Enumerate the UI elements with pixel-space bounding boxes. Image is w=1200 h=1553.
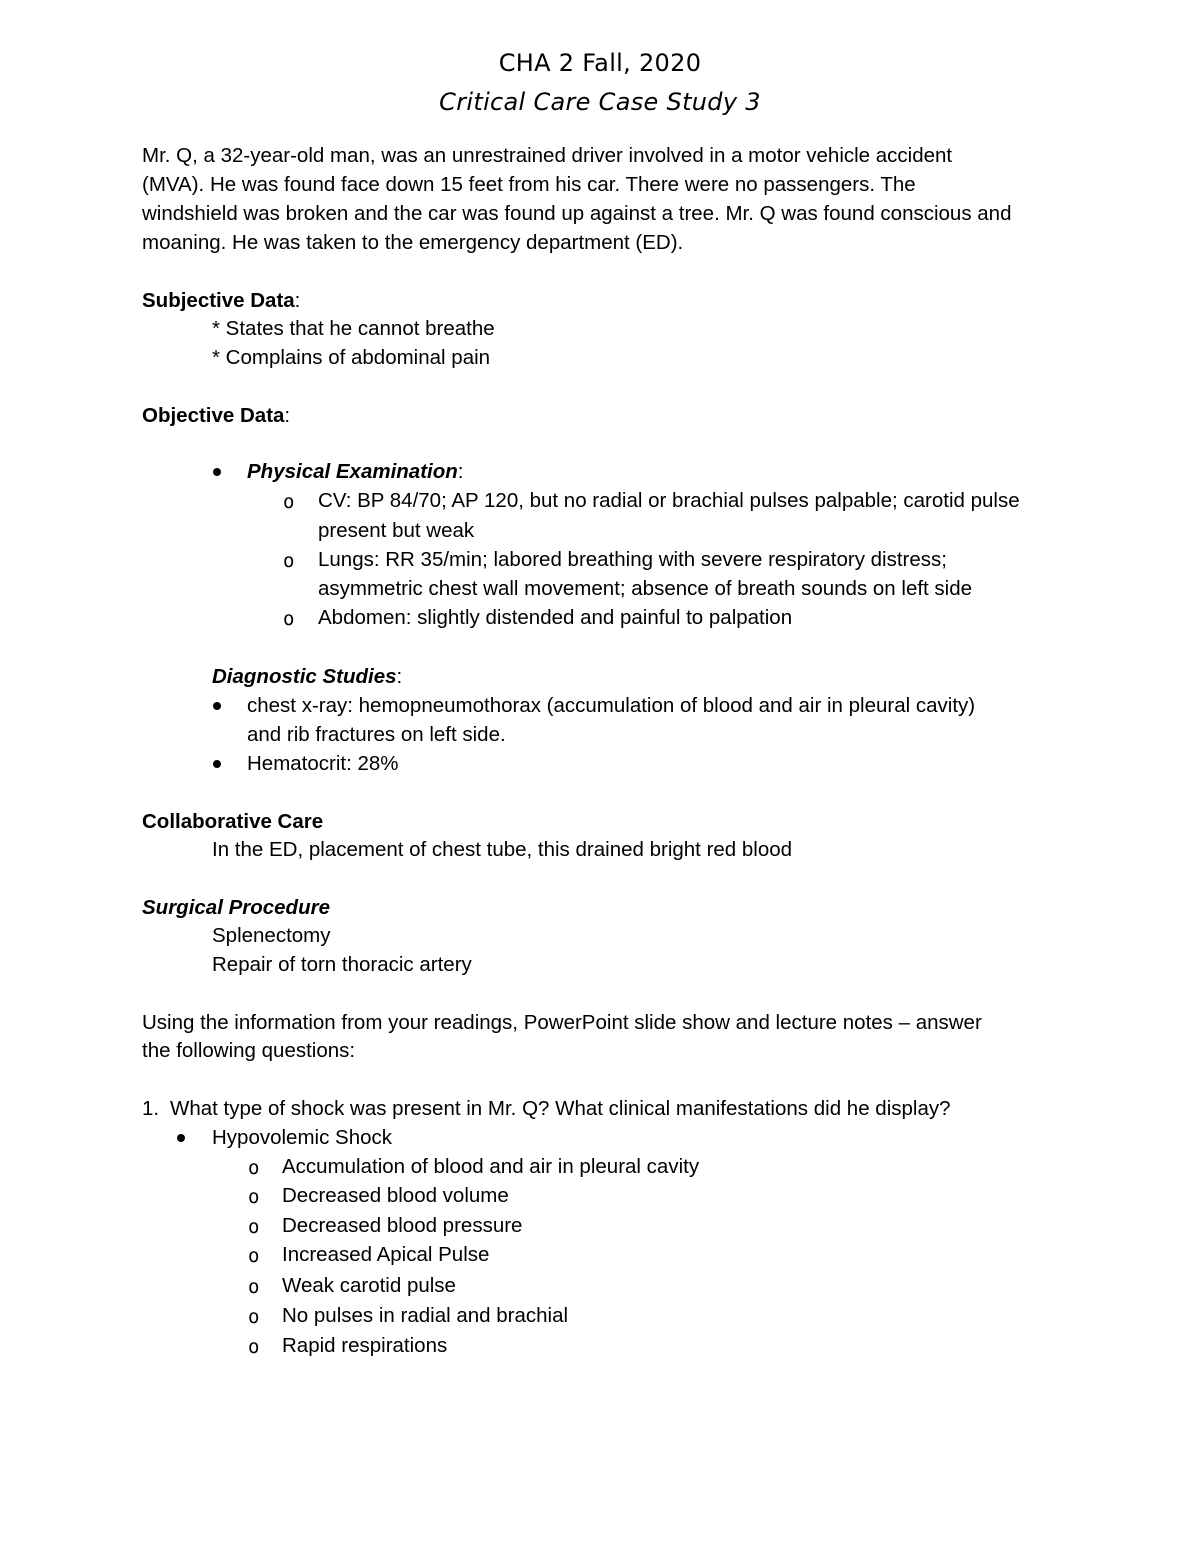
objective-heading	[142, 403, 290, 429]
manifestation-item: No pulses in radial and brachial	[282, 1304, 569, 1327]
subjective-item: * States that he cannot breathe	[212, 317, 495, 340]
objective-heading-text: Objective Data	[142, 404, 285, 427]
manifestation-item: Increased Apical Pulse	[282, 1243, 490, 1266]
instructions-line: the following questions:	[142, 1039, 356, 1062]
physical-exam-item: CV: BP 84/70; AP 120, but no radial or brachial pulses palpable; carotid pulse	[318, 489, 1020, 512]
open-bullet-icon: o	[283, 491, 295, 513]
diagnostic-heading	[212, 664, 402, 690]
collaborative-text: In the ED, placement of chest tube, this drained bright red blood	[212, 838, 793, 861]
question-text: What type of shock was present in Mr. Q? What clinical manifestations did he display?	[170, 1097, 951, 1120]
surgical-item: Repair of torn thoracic artery	[212, 953, 472, 976]
course-title: CHA 2 Fall, 2020	[498, 49, 702, 77]
manifestation-item: Decreased blood pressure	[282, 1214, 523, 1237]
intro-line: (MVA). He was found face down 15 feet from his car. There were no passengers. The	[142, 173, 916, 196]
subjective-heading	[142, 288, 300, 314]
collaborative-heading: Collaborative Care	[142, 810, 324, 833]
answer-shock-type: Hypovolemic Shock	[212, 1126, 393, 1149]
open-bullet-icon: o	[248, 1306, 260, 1328]
manifestation-item: Weak carotid pulse	[282, 1274, 456, 1297]
physical-exam-item-cont: asymmetric chest wall movement; absence of breath sounds on left side	[318, 577, 973, 600]
open-bullet-icon: o	[248, 1186, 260, 1208]
open-bullet-icon: o	[248, 1157, 260, 1179]
physical-exam-item: Abdomen: slightly distended and painful to palpation	[318, 606, 793, 629]
intro-line: windshield was broken and the car was found up against a tree. Mr. Q was found conscious and	[142, 202, 1012, 225]
bullet-dot-icon	[177, 1134, 185, 1142]
open-bullet-icon: o	[248, 1216, 260, 1238]
open-bullet-icon: o	[248, 1276, 260, 1298]
diagnostic-heading-colon: :	[396, 665, 403, 688]
diagnostic-item: chest x-ray: hemopneumothorax (accumulation of blood and air in pleural cavity)	[247, 694, 976, 717]
physical-exam-heading-colon: :	[457, 460, 464, 483]
question-number: 1.	[142, 1097, 160, 1120]
objective-heading-colon: :	[284, 404, 291, 427]
manifestation-item: Rapid respirations	[282, 1334, 448, 1357]
bullet-dot-icon	[213, 468, 221, 476]
physical-exam-item-cont: present but weak	[318, 519, 475, 542]
page-title: Critical Care Case Study 3	[439, 88, 761, 116]
surgical-heading: Surgical Procedure	[142, 896, 330, 919]
diagnostic-item: Hematocrit: 28%	[247, 752, 399, 775]
physical-exam-item: Lungs: RR 35/min; labored breathing with severe respiratory distress;	[318, 548, 947, 571]
bullet-dot-icon	[213, 702, 221, 710]
manifestation-item: Decreased blood volume	[282, 1184, 509, 1207]
manifestation-item: Accumulation of blood and air in pleural cavity	[282, 1155, 700, 1178]
intro-line: Mr. Q, a 32-year-old man, was an unrestrained driver involved in a motor vehicle accident	[142, 144, 953, 167]
subjective-item: * Complains of abdominal pain	[212, 346, 491, 369]
surgical-item: Splenectomy	[212, 924, 331, 947]
subjective-heading-text: Subjective Data	[142, 289, 295, 312]
open-bullet-icon: o	[248, 1336, 260, 1358]
intro-line: moaning. He was taken to the emergency department (ED).	[142, 231, 684, 254]
diagnostic-heading-text: Diagnostic Studies	[212, 665, 397, 688]
open-bullet-icon: o	[283, 608, 295, 630]
physical-exam-heading	[247, 459, 463, 485]
bullet-dot-icon	[213, 760, 221, 768]
diagnostic-item-cont: and rib fractures on left side.	[247, 723, 506, 746]
physical-exam-heading-text: Physical Examination	[247, 460, 458, 483]
open-bullet-icon: o	[283, 550, 295, 572]
open-bullet-icon: o	[248, 1245, 260, 1267]
instructions-line: Using the information from your readings, PowerPoint slide show and lecture notes – answer	[142, 1011, 982, 1034]
subjective-heading-colon: :	[294, 289, 301, 312]
